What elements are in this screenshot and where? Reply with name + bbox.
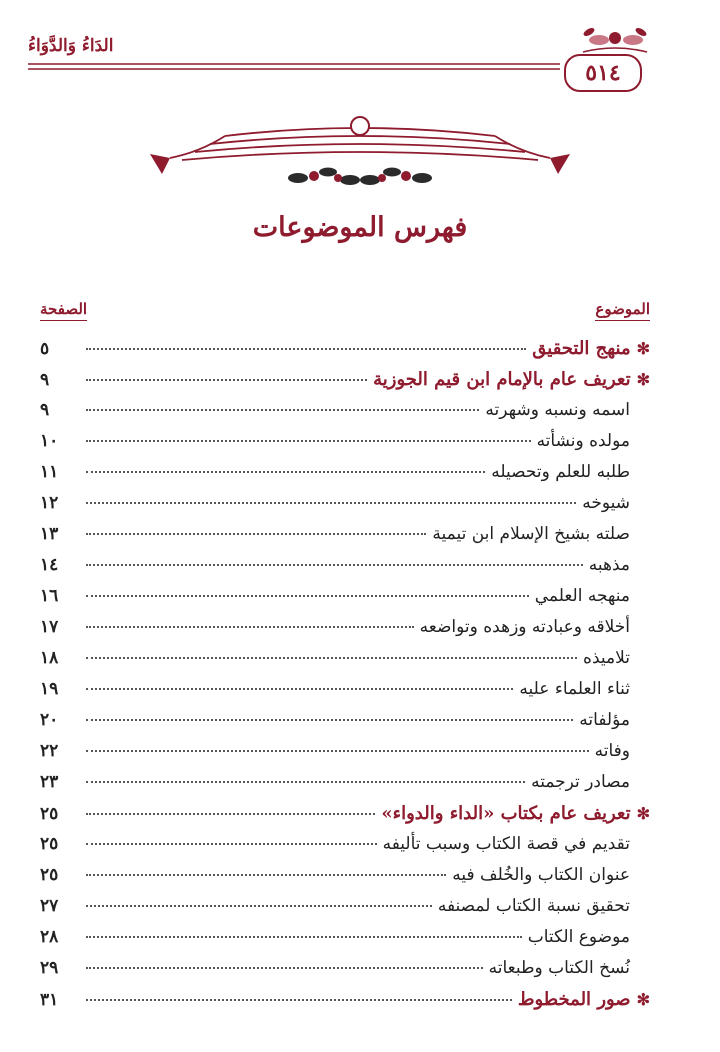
dot-leader [86,936,522,938]
toc-entry-title [420,617,650,637]
toc-entry [40,617,650,648]
flower-ornament-icon [288,168,360,186]
toc-entry-title [579,710,650,730]
toc-entry-title [485,400,650,420]
column-header-topic: الموضوع [595,300,650,321]
toc-entry [40,927,650,958]
toc-entry-page: ٣١ [40,990,59,1010]
toc-entry [40,803,650,834]
toc-entry [40,369,650,400]
toc-entry [40,493,650,524]
toc-entry-text: وفاته [594,741,630,761]
toc-entry-text: اسمه ونسبه وشهرته [485,400,630,420]
toc-entry [40,710,650,741]
toc-entry-title [582,493,650,513]
toc-entry-title [531,772,650,792]
corner-flourish-icon [582,26,647,52]
toc-entry [40,555,650,586]
toc-entry-text: منهج التحقيق [532,338,631,359]
toc-entry [40,524,650,555]
dot-leader [86,874,446,876]
toc-entry [40,338,650,369]
toc-entry [40,834,650,865]
toc-entry-title [519,679,650,699]
toc-entry-page: ٢٥ [40,804,59,824]
dot-leader [86,750,589,752]
toc-entry-page: ٢٩ [40,958,59,978]
toc-entry [40,586,650,617]
toc-entry-page: ١٤ [40,555,59,575]
toc-entry-text: نُسخ الكتاب وطبعاته [488,958,630,978]
dot-leader [86,905,432,907]
toc-entry-page: ١٨ [40,648,59,668]
toc-entry [40,741,650,772]
toc-entry-title [595,741,650,761]
dot-leader [86,533,426,535]
toc-entry-title [373,369,650,390]
toc-entry-page: ٩ [40,400,50,420]
page-title: فهرس الموضوعات [252,212,468,243]
toc-entry-page: ٥ [40,339,50,359]
dot-leader [86,719,573,721]
toc-entry-page: ١٦ [40,586,59,606]
dot-leader [86,626,414,628]
toc-entry-page: ١٩ [40,679,59,699]
toc-entry-page: ١٣ [40,524,59,544]
toc-entry [40,400,650,431]
toc-entry-text: ثناء العلماء عليه [519,679,630,699]
toc-entry-text: موضوع الكتاب [527,927,630,947]
toc-entry-text: تقديم في قصة الكتاب وسبب تأليفه [382,834,630,854]
toc-entry-page: ٩ [40,370,50,390]
toc-entry-text: منهجه العلمي [534,586,630,606]
toc-entry-text: صلته بشيخ الإسلام ابن تيمية [432,524,630,544]
dot-leader [86,595,529,597]
toc-entry-text: أخلاقه وعبادته وزهده وتواضعه [419,617,630,637]
page-number: ٥١٤ [564,54,642,92]
toc-entry [40,462,650,493]
toc-entry-page: ٢٣ [40,772,59,792]
dot-leader [86,813,375,815]
toc-entry-text: تحقيق نسبة الكتاب لمصنفه [437,896,630,916]
toc-entry [40,679,650,710]
toc-entry-page: ٢٠ [40,710,59,730]
toc-entry [40,958,650,989]
toc-entry-page: ١٢ [40,493,59,513]
toc-entry-text: عنوان الكتاب والخُلف فيه [452,865,630,885]
toc-entry-title [432,524,650,544]
toc-entry-title [532,338,650,359]
toc-entry-title [589,555,650,575]
toc-entry-page: ٢٧ [40,896,59,916]
toc-entry-title [537,431,650,451]
toc-entry-title [518,989,650,1010]
toc-entry-text: تعريف عام بكتاب «الداء والدواء» [381,803,631,824]
flower-ornament-icon [360,168,432,186]
toc-entry-text: تلاميذه [583,648,630,668]
toc-list [40,338,650,1020]
toc-entry-title [452,865,650,885]
dot-leader [86,967,483,969]
toc-entry-text: شيوخه [582,493,630,513]
toc-entry-title [535,586,650,606]
dot-leader [86,564,583,566]
dot-leader [86,440,531,442]
toc-entry-title [491,462,650,482]
toc-entry-title [528,927,650,947]
toc-entry-text: مصادر ترجمته [531,772,630,792]
toc-entry-title [583,648,650,668]
dot-leader [86,409,479,411]
dot-leader [86,348,526,350]
toc-entry-text: تعريف عام بالإمام ابن قيم الجوزية [373,369,631,390]
asterisk-icon: ✻ [636,804,650,823]
asterisk-icon: ✻ [636,990,650,1009]
toc-entry [40,431,650,462]
toc-entry-page: ٢٥ [40,865,59,885]
toc-entry [40,772,650,803]
toc-entry [40,648,650,679]
toc-entry-page: ١١ [40,462,59,482]
toc-entry-text: مولده ونشأته [536,431,630,451]
dot-leader [86,999,512,1001]
dot-leader [86,688,513,690]
toc-entry-title [489,958,650,978]
toc-entry-text: صور المخطوط [517,989,631,1010]
toc-entry-title [383,834,650,854]
toc-entry-text: طلبه للعلم وتحصيله [491,462,630,482]
dot-leader [86,843,377,845]
page-header [0,0,720,110]
toc-entry-title [438,896,650,916]
toc-entry-page: ٢٢ [40,741,59,761]
dot-leader [86,657,577,659]
dot-leader [86,781,525,783]
toc-entry-page: ١٠ [40,431,59,451]
running-title: الدَاءُ وَالدَّوَاءُ [28,36,114,56]
dot-leader [86,502,576,504]
dot-leader [86,379,367,381]
toc-entry-text: مذهبه [588,555,630,575]
toc-entry-page: ٢٥ [40,834,59,854]
toc-entry [40,865,650,896]
column-header-page: الصفحة [40,300,87,321]
toc-entry [40,896,650,927]
asterisk-icon: ✻ [636,370,650,389]
toc-entry-title [381,803,650,824]
toc-entry [40,989,650,1020]
toc-entry-text: مؤلفاته [579,710,630,730]
title-ornament [130,112,590,212]
dot-leader [86,471,485,473]
toc-entry-page: ٢٨ [40,927,59,947]
asterisk-icon: ✻ [636,339,650,358]
toc-entry-page: ١٧ [40,617,59,637]
